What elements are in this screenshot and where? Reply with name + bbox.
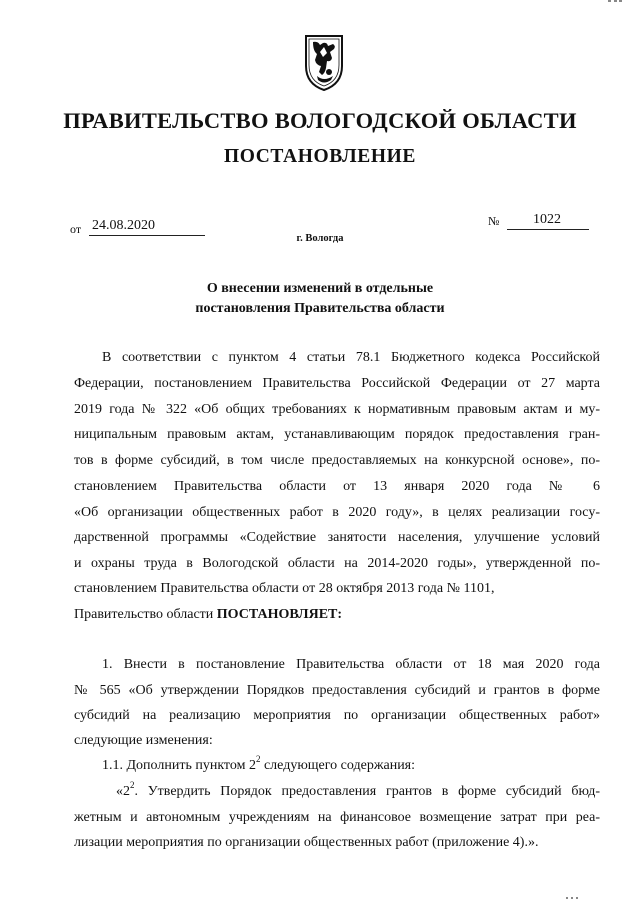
item-line: следующие изменения: [74, 733, 213, 748]
document-number-text: 1022 [533, 212, 561, 227]
subject-line: О внесении изменений в отдельные [206, 281, 434, 296]
quote-line: лизации мероприятия по организации общественных работ (приложение 4).». [74, 835, 539, 850]
preamble-line: В соответствии с пунктом 4 статьи 78.1 Бюджетного кодекса Российской [102, 350, 600, 365]
preamble-line: становлением Правительства области от 13 января 2020 года № 6 [74, 479, 600, 494]
item-line: № 565 «Об утверждении Порядков предоставления субсидий и грантов в форме [74, 683, 600, 698]
document-number [507, 211, 589, 230]
preamble-closing [74, 605, 600, 625]
scan-mark-icon [608, 0, 622, 3]
preamble-line: становлением Правительства области от 28 октября 2013 года № 1101, [74, 581, 495, 596]
subitem-line [102, 756, 600, 776]
subitem-superscript: 2 [255, 754, 261, 765]
closing-bold: ПОСТАНОВЛЯЕТ: [216, 607, 343, 622]
preamble-line: 2019 года № 322 «Об общих требованиях к нормативным правовым актам и му- [74, 402, 600, 417]
document-type: ПОСТАНОВЛЕНИЕ [223, 146, 417, 167]
item-line: субсидий на реализацию мероприятия по организации общественных работ» [74, 708, 600, 723]
coat-of-arms-icon [303, 32, 345, 92]
preamble-line: и охраны труда в Вологодской области на 2014-2020 годы», утвержденной по- [74, 556, 600, 571]
preamble-line: тов в форме субсидий, в том числе предоставляемых на конкурсной основе», по- [74, 453, 600, 468]
document-date-text: 24.08.2020 [92, 218, 155, 233]
date-prefix: от [70, 222, 82, 236]
document-subject [0, 279, 640, 319]
quote-superscript: 2 [130, 780, 135, 791]
preamble-line: дарственной программы «Содействие занятости населения, улучшение условий [74, 530, 600, 545]
quote-open: «2 [116, 784, 130, 799]
item-line: 1. Внести в постановление Правительства области от 18 мая 2020 года [102, 657, 600, 672]
closing-text: Правительство области [74, 607, 214, 622]
number-prefix: № [488, 214, 500, 228]
government-title: ПРАВИТЕЛЬСТВО ВОЛОГОДСКОЙ ОБЛАСТИ [63, 108, 577, 133]
quote-line: жетным и автономным учреждениям на финансовое возмещение затрат при реа- [74, 810, 600, 825]
city: г. Вологда [296, 233, 344, 244]
subitem-text: 1.1. Дополнить пунктом 2 [102, 758, 256, 773]
subject-line: постановления Правительства области [195, 301, 445, 316]
preamble-line: Федерации, постановлением Правительства Российской Федерации от 27 марта [74, 376, 600, 391]
quote-text: . Утвердить Порядок предоставления грантов в форме субсидий бюд- [134, 784, 600, 799]
scan-mark-icon [566, 897, 580, 900]
preamble-line: ниципальным правовым актам, устанавливающим порядок предоставления гран- [74, 427, 600, 442]
quote-line [116, 782, 600, 802]
preamble-line: «Об организации общественных работ в 2020 году», в целях реализации госу- [74, 505, 600, 520]
subitem-text-rest: следующего содержания: [260, 758, 416, 773]
